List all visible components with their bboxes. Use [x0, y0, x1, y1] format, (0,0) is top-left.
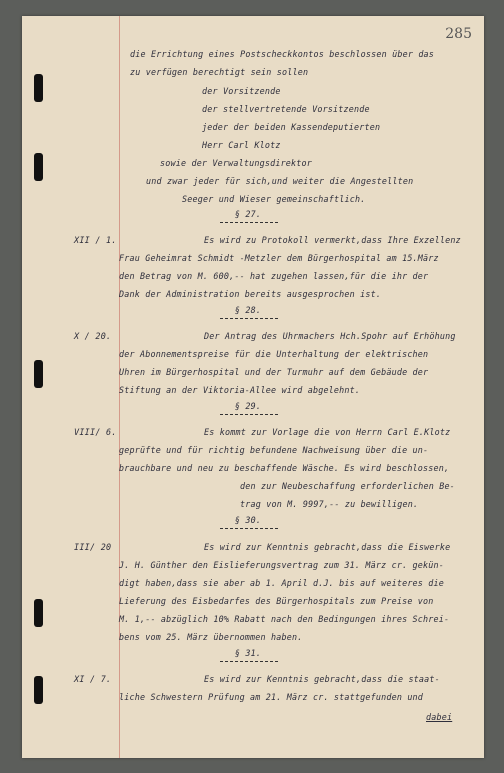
margin-note: X / 20. [74, 331, 112, 341]
margin-note: VIII/ 6. [74, 427, 117, 437]
text-line: zu verfügen berechtigt sein sollen [130, 67, 309, 77]
text-line: geprüfte und für richtig befundene Nachweisung über die un- [119, 445, 429, 455]
text-line: Es wird zur Kenntnis gebracht,dass die staat- [204, 674, 440, 684]
text-line: der stellvertretende Vorsitzende [202, 104, 370, 114]
text-line: den zur Neubeschaffung erforderlichen Be- [240, 481, 455, 491]
text-line: jeder der beiden Kassendeputierten [202, 122, 381, 132]
text-line: den Betrag von M. 600,-- hat zugehen lassen,für die ihr der [119, 271, 429, 281]
text-line: digt haben,dass sie aber ab 1. April d.J. bis auf weiteres die [119, 578, 445, 588]
punch-hole [34, 153, 43, 181]
section-heading: § 30. [234, 515, 262, 525]
text-line: der Abonnementspreise für die Unterhaltung der elektrischen [119, 349, 429, 359]
text-line: und zwar jeder für sich,und weiter die Angestellten [146, 176, 414, 186]
section-rule [220, 222, 278, 223]
section-rule [220, 414, 278, 415]
punch-hole [34, 74, 43, 102]
text-line: Stiftung an der Viktoria-Allee wird abgelehnt. [119, 385, 361, 395]
text-line: Frau Geheimrat Schmidt -Metzler dem Bürgerhospital am 15.März [119, 253, 439, 263]
punch-hole [34, 360, 43, 388]
text-line: Herr Carl Klotz [202, 140, 281, 150]
page-number: 285 [445, 26, 472, 42]
punch-hole [34, 676, 43, 704]
text-line: J. H. Günther den Eislieferungsvertrag zum 31. März cr. gekün- [119, 560, 445, 570]
text-line: der Vorsitzende [202, 86, 281, 96]
section-heading: § 28. [234, 305, 262, 315]
text-line: M. 1,-- abzüglich 10% Rabatt nach den Bedingungen ihres Schrei- [119, 614, 450, 624]
section-rule [220, 528, 278, 529]
text-line: brauchbare und neu zu beschaffende Wäsche. Es wird beschlossen, [119, 463, 450, 473]
text-line: Es wird zu Protokoll vermerkt,dass Ihre Exzellenz [204, 235, 461, 245]
text-line: Dank der Administration bereits ausgesprochen ist. [119, 289, 382, 299]
text-line: Seeger und Wieser gemeinschaftlich. [182, 194, 366, 204]
margin-note: XI / 7. [74, 674, 112, 684]
section-rule [220, 318, 278, 319]
section-heading: § 27. [234, 209, 262, 219]
text-line: die Errichtung eines Postscheckkontos beschlossen über das [130, 49, 435, 59]
text-line: trag von M. 9997,-- zu bewilligen. [240, 499, 419, 509]
text-line: sowie der Verwaltungsdirektor [160, 158, 313, 168]
text-line: Der Antrag des Uhrmachers Hch.Spohr auf Erhöhung [204, 331, 456, 341]
text-line: Es wird zur Kenntnis gebracht,dass die Eiswerke [204, 542, 451, 552]
text-line: bens vom 25. März übernommen haben. [119, 632, 303, 642]
text-line: Uhren im Bürgerhospital und der Turmuhr auf dem Gebäude der [119, 367, 429, 377]
section-heading: § 29. [234, 401, 262, 411]
document-page [22, 16, 484, 758]
section-heading: § 31. [234, 648, 262, 658]
section-rule [220, 661, 278, 662]
margin-note: III/ 20 [74, 542, 112, 552]
text-line: Es kommt zur Vorlage die von Herrn Carl E.Klotz [204, 427, 451, 437]
margin-note: XII / 1. [74, 235, 117, 245]
text-line: Lieferung des Eisbedarfes des Bürgerhospitals zum Preise von [119, 596, 434, 606]
text-line: liche Schwestern Prüfung am 21. März cr. stattgefunden und [119, 692, 424, 702]
punch-hole [34, 599, 43, 627]
catchword: dabei [426, 712, 453, 722]
